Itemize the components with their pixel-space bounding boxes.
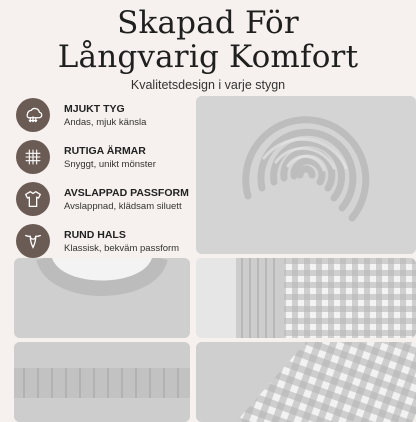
feature-name: RUTIGA ÄRMAR	[64, 145, 146, 157]
feature-desc: Avslappnad, klädsam siluett	[64, 201, 182, 212]
feature-name: RUND HALS	[64, 229, 126, 241]
feature-desc: Andas, mjuk känsla	[64, 117, 147, 128]
feature-soft-fabric	[14, 98, 194, 134]
feature-desc: Snyggt, unikt mönster	[64, 159, 156, 170]
title-line-1: Skapad För	[117, 5, 299, 41]
ribbed-hem-photo	[14, 342, 190, 422]
feature-name: AVSLAPPAD PASSFORM	[64, 187, 189, 199]
feature-list	[14, 96, 194, 254]
title-line-2: Långvarig Komfort	[57, 39, 359, 75]
page-title	[0, 6, 416, 74]
feature-name: MJUKT TYG	[64, 103, 125, 115]
feature-relaxed-fit	[14, 182, 194, 218]
plaid-sleeve-cuff-photo	[196, 258, 416, 338]
feature-desc: Klassisk, bekväm passform	[64, 243, 180, 254]
feature-round-neck	[14, 224, 194, 260]
soft-fabric-icon	[16, 98, 50, 132]
fabric-swirl-photo	[196, 96, 416, 254]
round-neck-photo	[14, 258, 190, 338]
plaid-fabric-detail-photo	[196, 342, 416, 422]
page-subtitle: Kvalitetsdesign i varje stygn	[130, 78, 286, 92]
sweatshirt-icon	[16, 182, 50, 216]
feature-plaid-sleeves	[14, 140, 194, 176]
plaid-pattern-icon	[16, 140, 50, 174]
round-neck-icon	[16, 224, 50, 258]
